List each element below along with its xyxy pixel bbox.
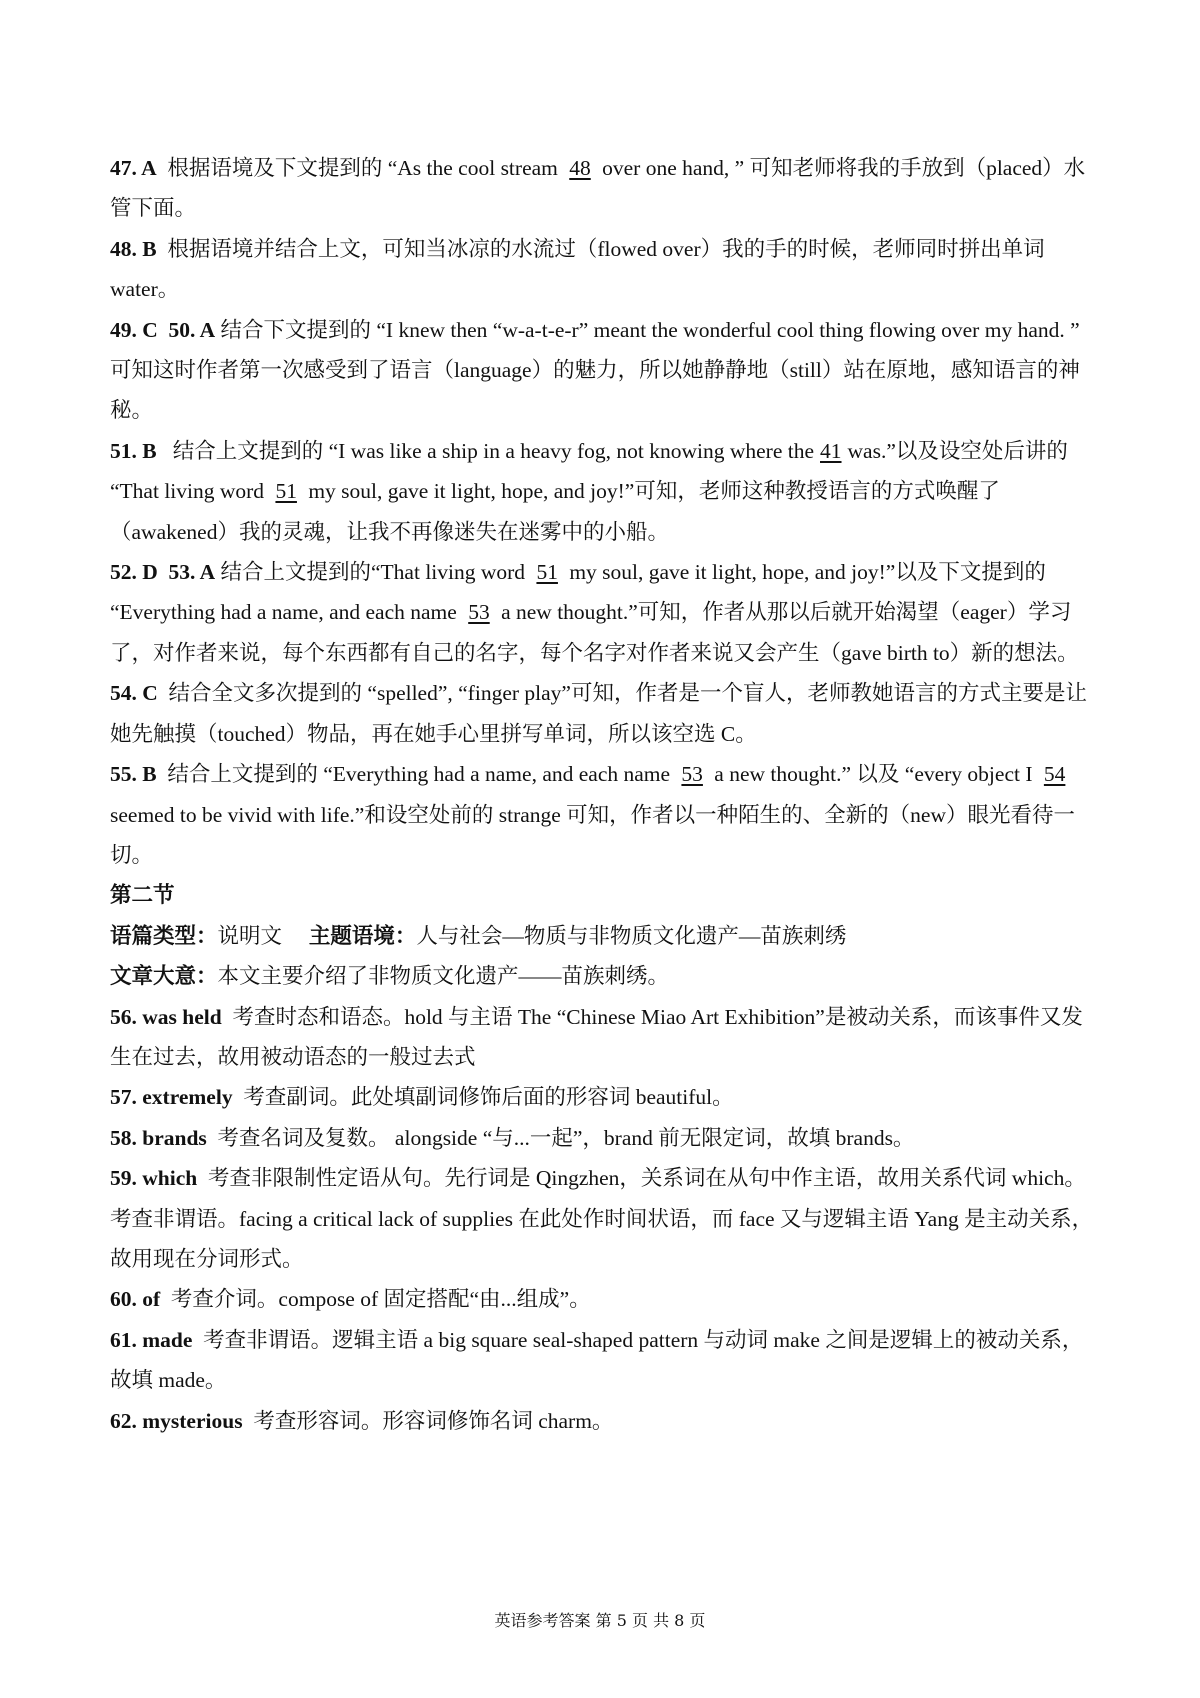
blank-number: 53 bbox=[681, 762, 703, 787]
answer-label: 54. C bbox=[110, 681, 158, 706]
answer-label: 文章大意： bbox=[110, 964, 218, 989]
answer-paragraph bbox=[110, 552, 1100, 673]
blank-number: 53 bbox=[468, 600, 490, 625]
answer-paragraph bbox=[110, 997, 1100, 1078]
text-segment: 本文主要介绍了非物质文化遗产——苗族刺绣。 bbox=[217, 964, 670, 989]
text-segment: 结合上文提到的 “Everything had a name, and each name bbox=[156, 762, 676, 787]
blank-number: 51 bbox=[536, 560, 558, 585]
answer-label: 56. was held bbox=[110, 1004, 222, 1029]
answer-key-content bbox=[110, 148, 1100, 1441]
text-segment: 考查名词及复数。 alongside “与...一起”，brand 前无限定词，故填 brands。 bbox=[206, 1125, 915, 1150]
text-segment: 人与社会—物质与非物质文化遗产—苗族刺绣 bbox=[416, 923, 847, 948]
text-segment: 结合下文提到的 “I knew then “w-a-t-e-r” meant the wonderful cool thing flowing over my hand. ” 可知这时作者第一次感受到了语言（language）的魅力，所以她静静地（still）站在原地，感知语言的神秘。 bbox=[110, 317, 1086, 423]
blank-number: 41 bbox=[820, 438, 842, 463]
answer-paragraph bbox=[110, 673, 1100, 754]
text-segment: a new thought.” 以及 “every object I bbox=[708, 762, 1038, 787]
text-segment: 考查形容词。形容词修饰名词 charm。 bbox=[242, 1408, 614, 1433]
text-segment: my soul, gave it light, hope, and joy!”可知，老师这种教授语言的方式唤醒了（awakened）我的灵魂，让我不再像迷失在迷雾中的小船。 bbox=[110, 479, 1000, 544]
answer-label: 47. A bbox=[110, 156, 157, 180]
answer-label: 61. made bbox=[110, 1327, 193, 1352]
blank-number: 54 bbox=[1043, 762, 1066, 787]
text-segment: 考查副词。此处填副词修饰后面的形容词 beautiful。 bbox=[232, 1085, 734, 1110]
answer-label: 48. B bbox=[110, 236, 157, 261]
answer-paragraph bbox=[110, 1320, 1100, 1401]
answer-paragraph bbox=[110, 1077, 1100, 1117]
answer-paragraph bbox=[110, 1401, 1100, 1441]
answer-label: 60. of bbox=[110, 1287, 161, 1312]
answer-paragraph bbox=[110, 754, 1100, 875]
answer-label: 49. C 50. A bbox=[110, 317, 216, 342]
text-segment: 结合上文提到的“That living word bbox=[215, 560, 531, 585]
answer-label: 59. which bbox=[110, 1166, 198, 1191]
answer-label: 55. B bbox=[110, 762, 157, 787]
text-segment: 根据语境及下文提到的 “As the cool stream bbox=[156, 156, 564, 180]
answer-label: 主题语境： bbox=[308, 923, 417, 948]
answer-paragraph bbox=[110, 148, 1100, 229]
answer-paragraph bbox=[110, 916, 1100, 956]
answer-label: 语篇类型： bbox=[110, 923, 218, 948]
answer-paragraph bbox=[110, 431, 1100, 552]
answer-label: 62. mysterious bbox=[110, 1408, 243, 1433]
text-segment: 结合上文提到的 “I was like a ship in a heavy fog, not knowing where the bbox=[156, 438, 815, 463]
text-segment: 考查非谓语。逻辑主语 a big square seal-shaped pattern 与动词 make 之间是逻辑上的被动关系，故填 made。 bbox=[110, 1327, 1084, 1393]
text-segment: 考查时态和语态。hold 与主语 The “Chinese Miao Art Exhibition”是被动关系，而该事件又发生在过去，故用被动语态的一般过去式 bbox=[110, 1004, 1083, 1069]
answer-label: 57. extremely bbox=[110, 1085, 233, 1110]
answer-paragraph bbox=[110, 1279, 1100, 1319]
page-footer: 英语参考答案 第 5 页 共 8 页 bbox=[494, 1611, 706, 1630]
answer-paragraph bbox=[110, 1158, 1100, 1198]
answer-label: 51. B bbox=[110, 438, 157, 463]
text-segment: 考查介词。compose of 固定搭配“由...组成”。 bbox=[160, 1287, 591, 1312]
text-segment: my soul, gave it light, hope, and joy!”以及下文提到的 “Everything had a name, and each name bbox=[110, 560, 1052, 625]
text-segment: seemed to be vivid with life.”和设空处前的 strange 可知，作者以一种陌生的、全新的（new）眼光看待一切。 bbox=[110, 762, 1077, 867]
text-segment: a new thought.”可知，作者从那以后就开始渴望（eager）学习了，对作者来说，每个东西都有自己的名字，每个名字对作者来说又会产生（gave birth to）新的想法。 bbox=[110, 600, 1079, 665]
answer-paragraph bbox=[110, 1199, 1100, 1280]
answer-label: 52. D 53. A bbox=[110, 560, 216, 585]
answer-paragraph bbox=[110, 1118, 1100, 1158]
text-segment: was.”以及设空处后讲的 “That living word bbox=[110, 438, 1074, 504]
answer-paragraph bbox=[110, 875, 1100, 915]
text-segment: 结合全文多次提到的 “spelled”, “finger play”可知，作者是一个盲人，老师教她语言的方式主要是让她先触摸（touched）物品，再在她手心里拼写单词，所以该空选 C。 bbox=[110, 681, 1087, 746]
answer-label: 58. brands bbox=[110, 1125, 207, 1150]
blank-number: 48 bbox=[569, 156, 591, 180]
text-segment: 说明文 bbox=[217, 923, 309, 948]
text-segment: 根据语境并结合上文，可知当冰凉的水流过（flowed over）我的手的时候，老师同时拼出单词 water。 bbox=[110, 236, 1051, 302]
answer-paragraph bbox=[110, 229, 1100, 310]
answer-paragraph bbox=[110, 310, 1100, 431]
text-segment: over one hand, ” 可知老师将我的手放到（placed）水管下面。 bbox=[110, 156, 1086, 221]
text-segment: 考查非谓语。facing a critical lack of supplies 在此处作时间状语，而 face 又与逻辑主语 Yang 是主动关系，故用现在分词形式。 bbox=[110, 1206, 1094, 1271]
blank-number: 51 bbox=[275, 479, 297, 504]
text-segment: 考查非限制性定语从句。先行词是 Qingzhen，关系词在从句中作主语，故用关系代词 which。 bbox=[197, 1166, 1086, 1191]
answer-paragraph bbox=[110, 956, 1100, 996]
answer-label: 第二节 bbox=[110, 883, 175, 908]
